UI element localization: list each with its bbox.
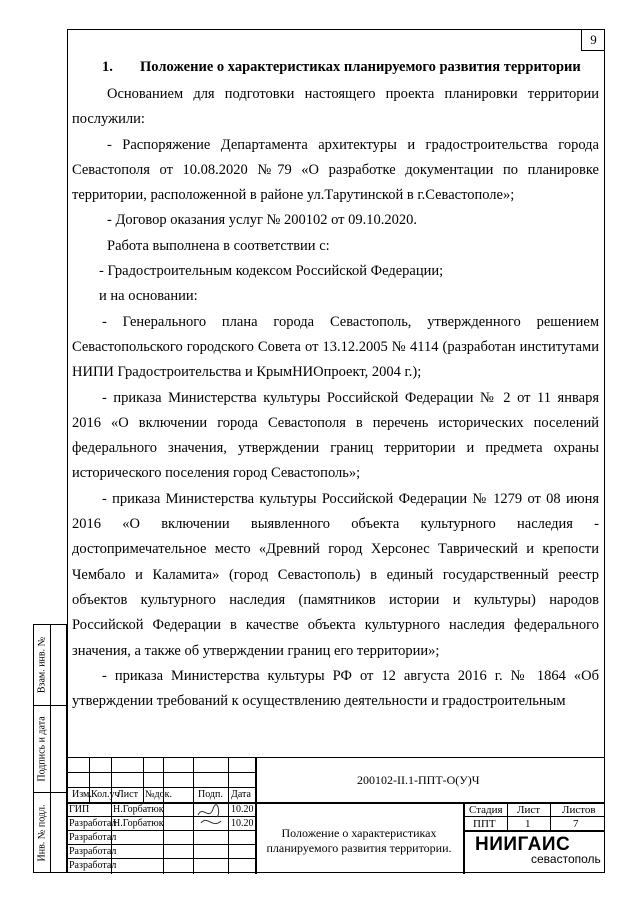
- document-title: Положение о характеристиках планируемого развития территории.: [266, 826, 452, 855]
- logo-sub: севастополь: [531, 852, 601, 866]
- paragraph: - Градостроительным кодексом Российской Федерации;: [99, 263, 444, 280]
- header-ndok: №док.: [145, 789, 172, 800]
- sheets-value: 7: [573, 818, 579, 830]
- role-date: 10.20: [231, 804, 254, 815]
- side-label-inv: Инв. № подл.: [36, 804, 48, 861]
- sheet-header: Лист: [517, 804, 541, 816]
- header-kol: Кол.уч: [91, 789, 120, 800]
- paragraph: - приказа Министерства культуры Российской Федерации № 1279 от 08 июня 2016 «О включении выявленного объекта культурного наследия - достопримечательное место «Древний город Херсонес Таврический и крепости Чембало и Каламита» (город Севастополь) в единый государственный реестр объектов культурного наследия (памятников истории и культуры) народов Российской Федерации в качестве объекта культурного наследия федерального значения, а также об утверждении границ его территории»;: [72, 490, 599, 659]
- paragraph: Работа выполнена в соответствии с:: [107, 237, 330, 254]
- stage-value: ППТ: [473, 818, 496, 830]
- paragraph: - Генерального плана города Севастополь, утвержденного решением Севастопольского городского Совета от 13.12.2005 № 4114 (разработан институтами НИПИ Градостроительства и КрымНИОпроект, 2004 г.);: [72, 313, 599, 381]
- role-label: Разработал: [69, 832, 117, 843]
- signature-scribble: [195, 803, 225, 831]
- side-cell-inv: [33, 792, 67, 873]
- document-code: 200102-II.1-ППТ-О(У)Ч: [357, 773, 480, 787]
- role-label: Разработал: [69, 846, 117, 857]
- company-logo: [475, 834, 601, 866]
- role-name: Н.Горбатюк: [113, 804, 164, 815]
- side-stamp-strip: [33, 624, 67, 873]
- section-number: 1.: [102, 59, 113, 75]
- role-name: Н.Горбатюк: [113, 818, 164, 829]
- role-label: ГИП: [69, 804, 90, 815]
- page-number: 9: [581, 29, 605, 51]
- section-heading: [72, 52, 599, 82]
- paragraph: - приказа Министерства культуры Российской Федерации № 2 от 11 января 2016 «О включении города Севастополя в перечень исторических поселений федерального значения, утверждении границ территории и предмета охраны исторического поселения город Севастополь»;: [72, 389, 599, 482]
- title-block: [67, 757, 605, 874]
- sheets-header: Листов: [562, 804, 596, 816]
- role-label: Разработал: [69, 860, 117, 871]
- role-label: Разработал: [69, 818, 117, 829]
- document-body: [72, 52, 599, 714]
- section-title: Положение о характеристиках планируемого развития территории: [140, 59, 581, 75]
- paragraph: Основанием для подготовки настоящего проекта планировки территории послужили:: [72, 86, 599, 128]
- side-label-podpis: Подпись и дата: [36, 716, 48, 782]
- paragraph: и на основании:: [99, 288, 198, 305]
- logo-main: НИИГАИС: [475, 834, 571, 855]
- paragraph: - приказа Министерства культуры РФ от 12 августа 2016 г. № 1864 «Об утверждении требований к осуществлению деятельности и градостроительным: [72, 667, 599, 710]
- side-cell-vzam: [33, 624, 67, 706]
- header-izm: Изм.: [72, 789, 92, 800]
- side-cell-podpis: [33, 705, 67, 793]
- header-data: Дата: [231, 789, 251, 800]
- header-podp: Подп.: [198, 789, 223, 800]
- sheet-value: 1: [525, 818, 531, 830]
- paragraph: - Распоряжение Департамента архитектуры и градостроительства города Севастополя от 10.08.2020 №79 «О разработке документации по планировке территории, расположенной в районе ул.Тарутинской в г.Севастополе»;: [72, 136, 599, 204]
- side-label-vzam: Взам. инв. №: [36, 636, 48, 694]
- stage-header: Стадия: [469, 804, 503, 816]
- paragraph: - Договор оказания услуг № 200102 от 09.10.2020.: [107, 212, 418, 229]
- header-list: Лист: [117, 789, 138, 800]
- role-date: 10.20: [231, 818, 254, 829]
